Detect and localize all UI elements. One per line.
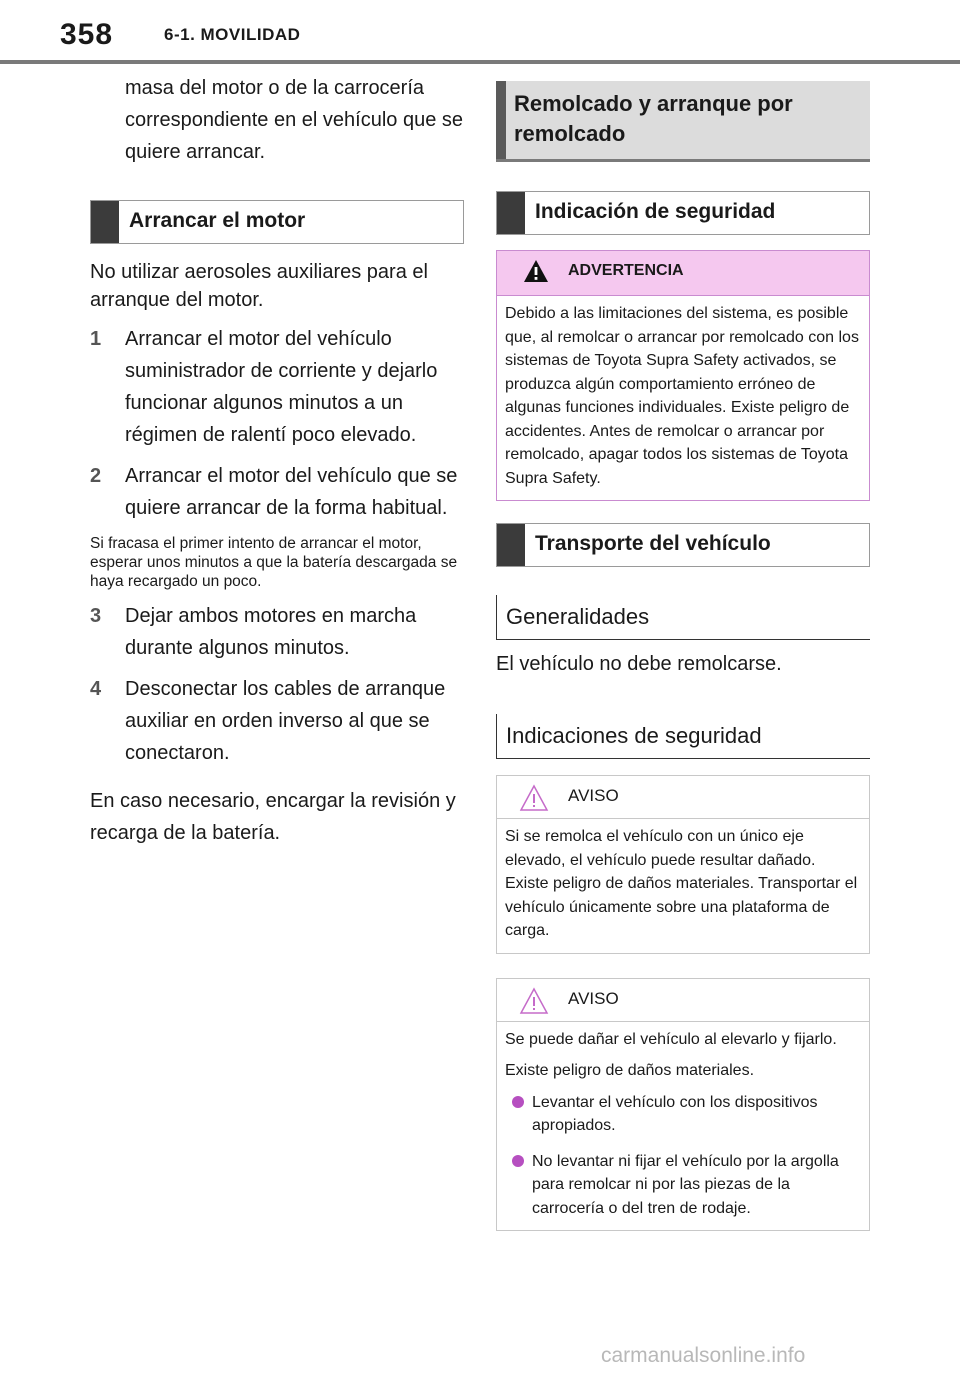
step-text: Dejar ambos motores en marcha durante algunos minutos.	[125, 605, 417, 659]
warning-label: ADVERTENCIA	[568, 262, 684, 279]
watermark: carmanualsonline.info	[601, 1344, 806, 1367]
intro-text: No utilizar aerosoles auxiliares para el arranque del motor.	[90, 261, 428, 311]
heading-bar	[497, 524, 525, 566]
closing-text: En caso necesario, encargar la revisión y recarga de la batería.	[90, 790, 456, 844]
heading-text: Indicación de seguridad	[535, 200, 776, 223]
title-bar	[496, 81, 506, 159]
subheading-line	[496, 714, 497, 758]
page-header	[0, 0, 960, 66]
warning-text: Debido a las limitaciones del sistema, es posible que, al remolcar o arrancar por remolcado con los sistemas de Toyota Supra Safety activados, se produzca algún comportamiento erróneo de algunas funciones individuales. Existe peligro de accidentes. Antes de remolcar o arrancar por remolcado, apagar todos los sistemas de Toyota Supra Safety.	[505, 305, 859, 487]
section-title: 6-1. MOVILIDAD	[164, 25, 301, 44]
bullet-dot-icon	[512, 1155, 524, 1167]
general-text: El vehículo no debe remolcarse.	[496, 653, 782, 675]
notice-box-2	[496, 978, 870, 1232]
heading-text: Transporte del vehículo	[535, 532, 771, 555]
heading-arrancar-motor	[90, 200, 464, 244]
bullet-text: Levantar el vehículo con los dispositivos apropiados.	[532, 1093, 818, 1134]
subheading-line	[496, 595, 497, 639]
header-rule	[0, 60, 960, 64]
step-4	[90, 673, 464, 769]
bullet-item	[505, 1150, 861, 1221]
notice-label: AVISO	[568, 988, 619, 1008]
title-text: Remolcado y arranque por remolcado	[514, 91, 793, 146]
step-number: 2	[90, 465, 102, 487]
heading-transporte	[496, 523, 870, 567]
right-column	[496, 81, 870, 1231]
subheading-indicaciones	[496, 714, 870, 759]
note-text: Si fracasa el primer intento de arrancar el motor, esperar unos minutos a que la batería descargada se haya recargado un poco.	[90, 535, 458, 590]
heading-text: Arrancar el motor	[129, 209, 306, 232]
step-number: 3	[90, 605, 102, 627]
subheading-generalidades	[496, 595, 870, 640]
step-2	[90, 460, 464, 524]
notice-header	[497, 979, 869, 1022]
bullet-dot-icon	[512, 1096, 524, 1108]
notice-text: Si se remolca el vehículo con un único eje elevado, el vehículo puede resultar dañado. Existe peligro de daños materiales. Transportar el vehículo únicamente sobre una plataforma de carga.	[505, 828, 858, 939]
caution-triangle-icon	[519, 784, 549, 812]
step-1	[90, 323, 464, 451]
step-number: 4	[90, 678, 102, 700]
continuation-text: masa del motor o de la carrocería correspondiente en el vehículo que se quiere arrancar.	[125, 77, 464, 163]
left-column	[90, 70, 464, 849]
warning-box	[496, 250, 870, 501]
heading-bar	[91, 201, 119, 243]
step-text: Arrancar el motor del vehículo suministrador de corriente y dejarlo funcionar algunos minutos a un régimen de ralentí poco elevado.	[125, 328, 438, 446]
warning-triangle-icon	[523, 259, 549, 283]
subheading-text: Indicaciones de seguridad	[506, 723, 762, 748]
step-text: Desconectar los cables de arranque auxiliar en orden inverso al que se conectaron.	[125, 678, 446, 764]
notice-box-1	[496, 775, 870, 954]
bullet-text: No levantar ni fijar el vehículo por la argolla para remolcar ni por las piezas de la carrocería o del tren de rodaje.	[532, 1152, 839, 1217]
subheading-text: Generalidades	[506, 604, 650, 629]
bullet-item	[505, 1091, 861, 1138]
step-3	[90, 600, 464, 664]
notice-label: AVISO	[568, 786, 619, 805]
step-number: 1	[90, 328, 102, 350]
notice-header	[497, 776, 869, 819]
title-remolcado	[496, 81, 870, 162]
page-number: 358	[60, 18, 114, 51]
step-text: Arrancar el motor del vehículo que se quiere arrancar de la forma habitual.	[125, 465, 458, 519]
caution-triangle-icon	[519, 987, 549, 1015]
notice-text: Existe peligro de daños materiales.	[505, 1062, 755, 1079]
notice-text: Se puede dañar el vehículo al elevarlo y fijarlo.	[505, 1030, 837, 1048]
heading-indicacion-seguridad	[496, 191, 870, 235]
warning-header	[497, 251, 869, 296]
heading-bar	[497, 192, 525, 234]
notice-body	[497, 1022, 869, 1231]
